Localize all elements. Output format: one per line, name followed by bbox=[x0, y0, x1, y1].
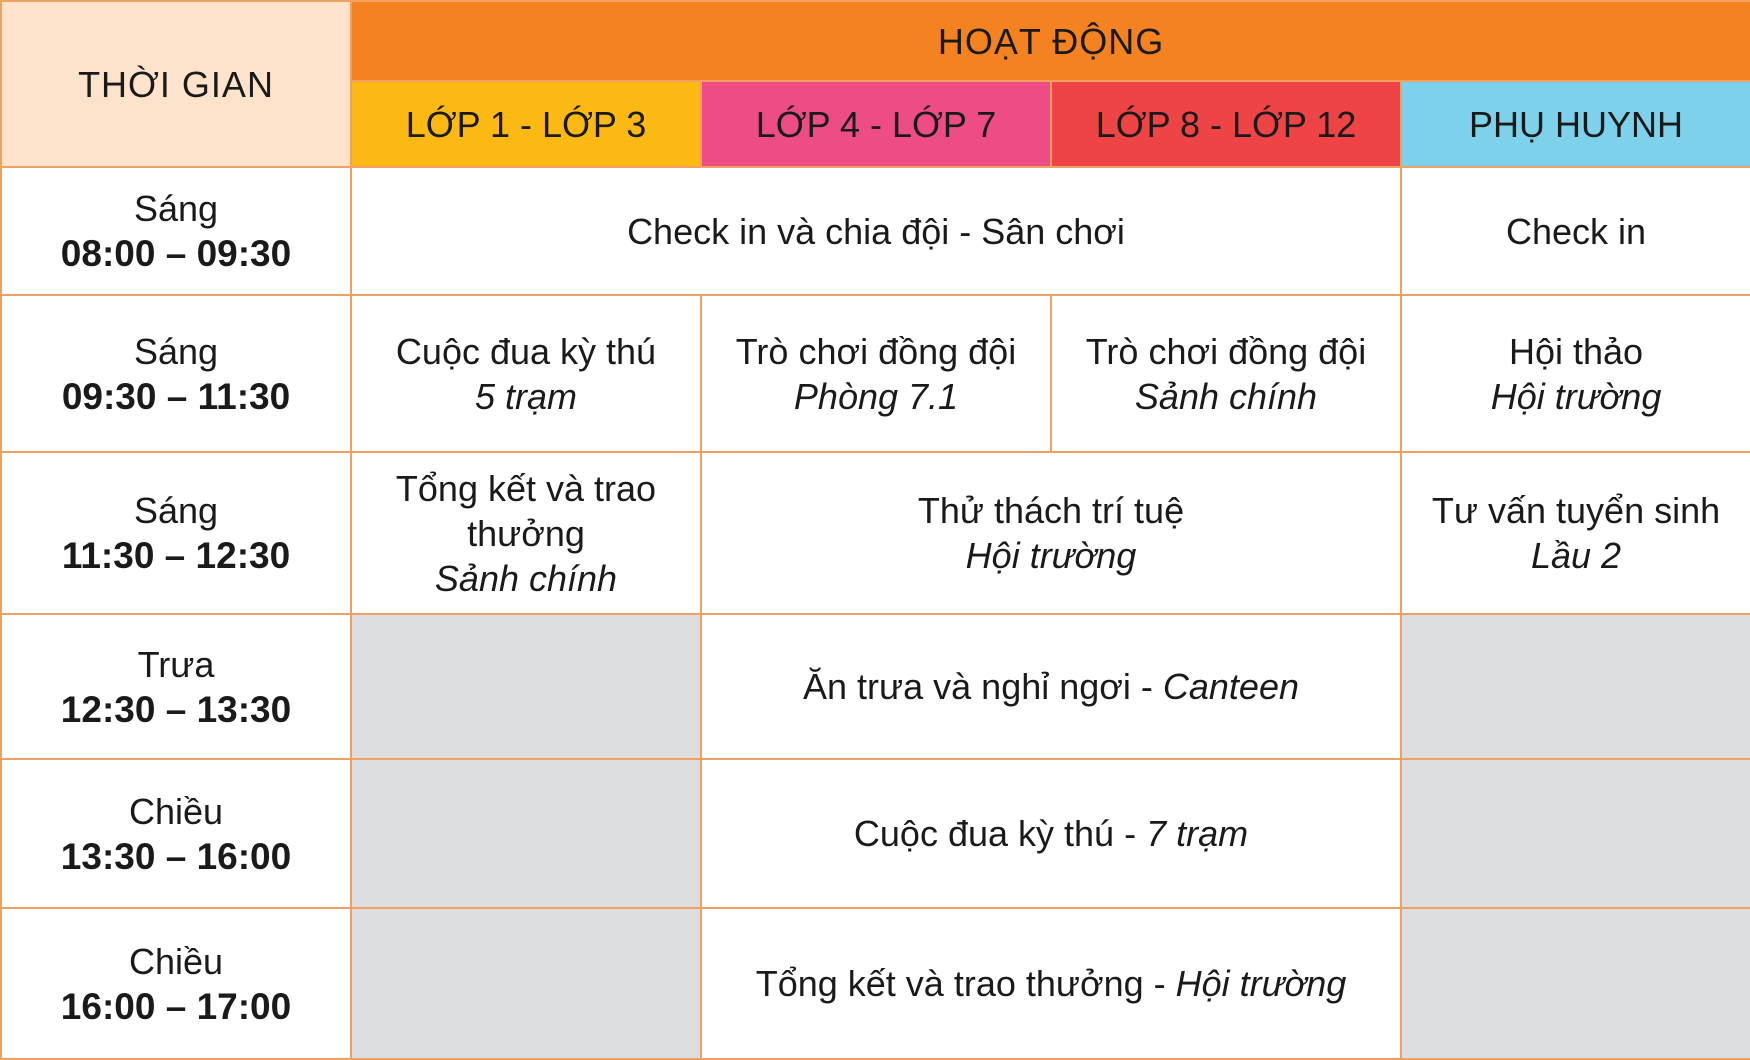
group-header-grade-1-3: LỚP 1 - LỚP 3 bbox=[351, 81, 701, 167]
activity-cell-grade-4-12 bbox=[701, 614, 1401, 759]
table-row bbox=[1, 295, 1750, 452]
time-period: Sáng bbox=[133, 188, 219, 229]
activity-title: Tổng kết và trao thưởng bbox=[395, 467, 657, 554]
activity-cell-parents bbox=[1401, 452, 1750, 614]
time-range: 08:00 – 09:30 bbox=[60, 233, 292, 274]
activity-location: Hội trường bbox=[965, 535, 1137, 576]
activity-cell-grade-4-12 bbox=[701, 452, 1401, 614]
activity-title: Cuộc đua kỳ thú - bbox=[853, 813, 1147, 854]
table-row bbox=[1, 167, 1750, 295]
activity-location: 7 trạm bbox=[1146, 813, 1249, 854]
activity-title: Cuộc đua kỳ thú bbox=[395, 330, 657, 372]
time-slot-cell bbox=[1, 759, 351, 908]
activity-cell-parents bbox=[1401, 295, 1750, 452]
empty-cell bbox=[351, 759, 701, 908]
activity-title: Thử thách trí tuệ bbox=[917, 490, 1185, 531]
activity-title: Check in và chia đội - Sân chơi bbox=[627, 210, 1125, 252]
table-row bbox=[1, 908, 1750, 1059]
activity-title: Tổng kết và trao thưởng - bbox=[755, 963, 1176, 1004]
activity-cell-grade-4-12 bbox=[701, 759, 1401, 908]
time-column-header: THỜI GIAN bbox=[1, 1, 351, 167]
time-period: Chiều bbox=[128, 790, 224, 832]
activity-cell-grade-4-7 bbox=[701, 295, 1051, 452]
activity-location: Phòng 7.1 bbox=[793, 375, 959, 417]
activity-cell-grade-8-12 bbox=[1051, 295, 1401, 452]
time-slot-cell bbox=[1, 908, 351, 1059]
activity-title: Ăn trưa và nghỉ ngơi - bbox=[803, 666, 1163, 707]
activities-header: HOẠT ĐỘNG bbox=[351, 1, 1750, 81]
activity-title: Check in bbox=[1505, 210, 1647, 252]
time-slot-cell bbox=[1, 614, 351, 759]
activity-title: Hội thảo bbox=[1508, 330, 1644, 372]
time-slot-cell bbox=[1, 452, 351, 614]
activity-location: Canteen bbox=[1162, 666, 1299, 707]
activity-cell-shared bbox=[351, 167, 1401, 295]
empty-cell bbox=[1401, 908, 1750, 1059]
time-slot-cell bbox=[1, 167, 351, 295]
empty-cell bbox=[1401, 759, 1750, 908]
activity-cell-grade-4-12 bbox=[701, 908, 1401, 1059]
table-row bbox=[1, 452, 1750, 614]
time-range: 11:30 – 12:30 bbox=[61, 535, 291, 576]
time-range: 12:30 – 13:30 bbox=[60, 688, 292, 730]
time-period: Sáng bbox=[133, 330, 219, 372]
time-period: Chiều bbox=[128, 940, 224, 982]
activity-location: Sảnh chính bbox=[1134, 375, 1318, 417]
activity-cell-parents bbox=[1401, 167, 1750, 295]
group-header-grade-8-12: LỚP 8 - LỚP 12 bbox=[1051, 81, 1401, 167]
table-row bbox=[1, 759, 1750, 908]
empty-cell bbox=[351, 908, 701, 1059]
activity-title: Tư vấn tuyển sinh bbox=[1431, 490, 1721, 531]
time-period: Sáng bbox=[133, 490, 219, 531]
activity-location: Hội trường bbox=[1490, 375, 1662, 417]
activity-title: Trò chơi đồng đội bbox=[1085, 330, 1367, 372]
time-range: 13:30 – 16:00 bbox=[60, 835, 292, 877]
activity-location: 5 trạm bbox=[474, 375, 578, 417]
activity-location: Lầu 2 bbox=[1530, 535, 1622, 576]
activity-location: Hội trường bbox=[1175, 963, 1347, 1004]
empty-cell bbox=[1401, 614, 1750, 759]
activity-cell-grade-1-3 bbox=[351, 295, 701, 452]
activity-title: Trò chơi đồng đội bbox=[735, 330, 1017, 372]
time-period: Trưa bbox=[137, 643, 215, 685]
activity-cell-grade-1-3 bbox=[351, 452, 701, 614]
time-range: 16:00 – 17:00 bbox=[60, 985, 292, 1027]
time-slot-cell bbox=[1, 295, 351, 452]
activity-location: Sảnh chính bbox=[434, 557, 618, 599]
table-row bbox=[1, 614, 1750, 759]
group-header-grade-4-7: LỚP 4 - LỚP 7 bbox=[701, 81, 1051, 167]
empty-cell bbox=[351, 614, 701, 759]
group-header-parents: PHỤ HUYNH bbox=[1401, 81, 1750, 167]
time-range: 09:30 – 11:30 bbox=[61, 375, 291, 417]
